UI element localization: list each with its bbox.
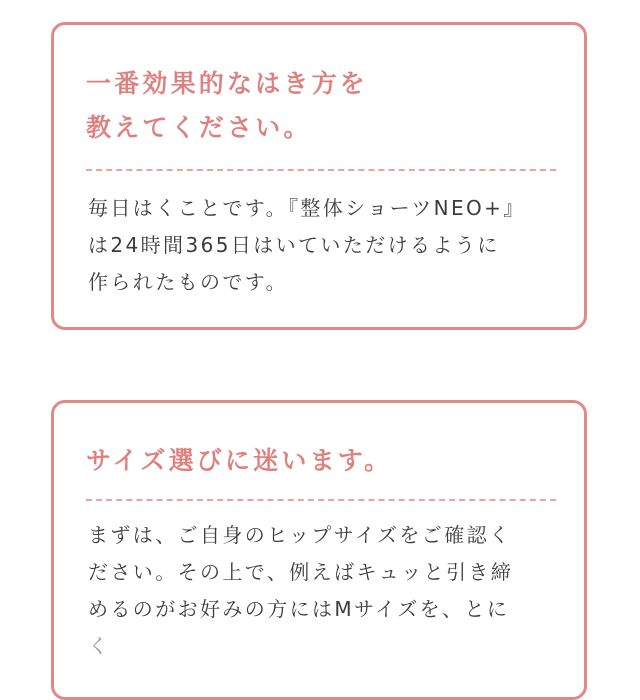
faq-question <box>86 439 556 483</box>
faq-answer-line: ださい。その上で、例えばキュッと引き締 <box>88 560 514 584</box>
faq-card-size-choice <box>51 400 587 700</box>
faq-answer-line: めるのがお好みの方にはMサイズを、とに <box>88 597 510 621</box>
faq-card-best-way-to-wear <box>51 22 587 330</box>
faq-question-line: 教えてください。 <box>86 113 312 142</box>
faq-answer-line: 毎日はくことです。『整体ショーツNEO+』 <box>88 196 526 220</box>
faq-answer <box>88 517 560 665</box>
faq-question <box>86 62 556 150</box>
faq-answer <box>88 190 560 301</box>
faq-question-line: サイズ選びに迷います。 <box>86 446 393 475</box>
faq-question-line: 一番効果的なはき方を <box>86 69 369 98</box>
faq-answer-line: 作られたものです。 <box>88 270 288 294</box>
faq-answer-line: は24時間365日はいていただけるように <box>88 233 500 257</box>
dashed-divider <box>86 169 556 171</box>
dashed-divider <box>86 499 556 501</box>
faq-answer-line: く <box>88 634 111 658</box>
faq-answer-line: まずは、ご自身のヒップサイズをご確認く <box>88 523 512 547</box>
